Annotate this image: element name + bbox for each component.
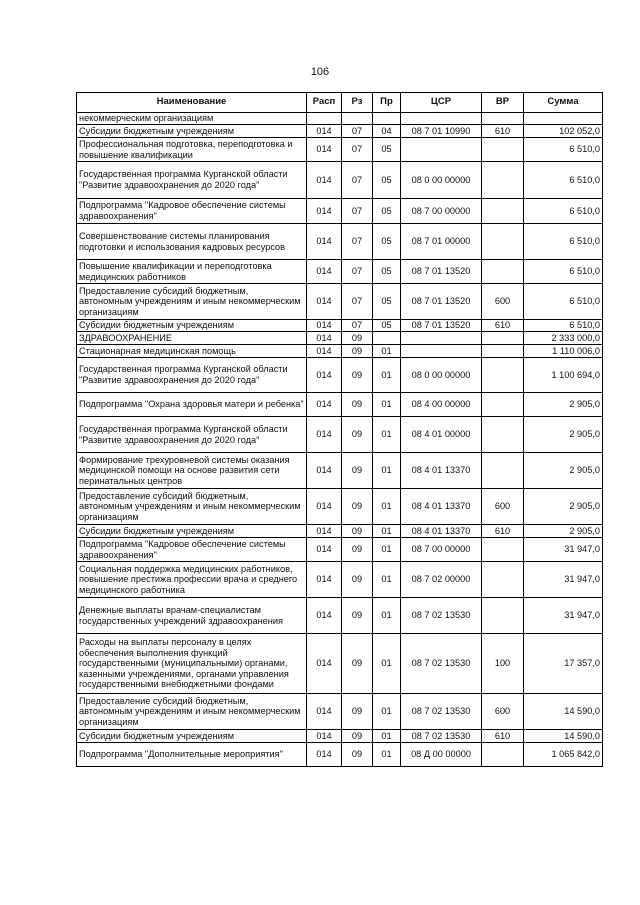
cell-rz: 09	[342, 562, 373, 598]
cell-name: некоммерческим организациям	[77, 113, 307, 125]
cell-vr	[482, 332, 524, 345]
cell-pr: 01	[373, 393, 401, 417]
cell-sum: 31 947,0	[524, 538, 603, 562]
cell-name: Подпрограмма "Дополнительные мероприятия"	[77, 743, 307, 767]
cell-pr: 05	[373, 199, 401, 224]
cell-pr: 05	[373, 224, 401, 260]
cell-sum: 31 947,0	[524, 598, 603, 634]
table-row	[77, 125, 603, 138]
cell-pr: 01	[373, 345, 401, 358]
cell-sum: 102 052,0	[524, 125, 603, 138]
cell-pr: 01	[373, 489, 401, 525]
table-row	[77, 138, 603, 162]
cell-vr	[482, 113, 524, 125]
cell-rz: 09	[342, 332, 373, 345]
cell-csr: 08 7 01 10990	[401, 125, 482, 138]
cell-rasp: 014	[307, 358, 342, 393]
cell-pr: 05	[373, 320, 401, 332]
col-header-vr: ВР	[482, 93, 524, 113]
cell-rz: 07	[342, 320, 373, 332]
cell-name: Профессиональная подготовка, переподготовка и повышение квалификации	[77, 138, 307, 162]
cell-sum: 17 357,0	[524, 634, 603, 694]
cell-sum: 6 510,0	[524, 284, 603, 320]
cell-pr: 01	[373, 694, 401, 730]
cell-sum: 14 590,0	[524, 694, 603, 730]
cell-sum: 6 510,0	[524, 260, 603, 284]
cell-csr	[401, 113, 482, 125]
cell-name: Государственная программа Курганской области "Развитие здравоохранения до 2020 года"	[77, 162, 307, 199]
cell-rz: 09	[342, 345, 373, 358]
cell-rasp: 014	[307, 634, 342, 694]
cell-csr: 08 0 00 00000	[401, 162, 482, 199]
cell-pr: 05	[373, 284, 401, 320]
cell-csr: 08 Д 00 00000	[401, 743, 482, 767]
cell-rasp: 014	[307, 525, 342, 538]
cell-rasp: 014	[307, 260, 342, 284]
cell-sum: 2 905,0	[524, 417, 603, 453]
cell-name: Предоставление субсидий бюджетным, автономным учреждениям и иным некоммерческим организациям	[77, 694, 307, 730]
cell-rz	[342, 113, 373, 125]
cell-sum: 6 510,0	[524, 224, 603, 260]
cell-pr	[373, 113, 401, 125]
cell-rz: 09	[342, 525, 373, 538]
cell-rz: 09	[342, 417, 373, 453]
cell-csr: 08 7 02 13530	[401, 634, 482, 694]
cell-csr: 08 4 01 13370	[401, 525, 482, 538]
cell-sum: 2 905,0	[524, 525, 603, 538]
cell-pr: 01	[373, 417, 401, 453]
cell-sum: 6 510,0	[524, 199, 603, 224]
cell-name: Подпрограмма "Охрана здоровья матери и ребенка"	[77, 393, 307, 417]
cell-vr	[482, 224, 524, 260]
cell-name: Подпрограмма "Кадровое обеспечение системы здравоохранения"	[77, 538, 307, 562]
cell-csr: 08 4 01 13370	[401, 453, 482, 489]
cell-name: ЗДРАВООХРАНЕНИЕ	[77, 332, 307, 345]
cell-name: Повышение квалификации и переподготовка медицинских работников	[77, 260, 307, 284]
cell-rz: 07	[342, 125, 373, 138]
cell-sum: 6 510,0	[524, 162, 603, 199]
table-row	[77, 453, 603, 489]
cell-name: Государственная программа Курганской области "Развитие здравоохранения до 2020 года"	[77, 358, 307, 393]
cell-rasp: 014	[307, 345, 342, 358]
cell-vr	[482, 743, 524, 767]
cell-vr: 610	[482, 125, 524, 138]
table-row	[77, 320, 603, 332]
cell-csr: 08 0 00 00000	[401, 358, 482, 393]
cell-pr: 01	[373, 634, 401, 694]
col-header-rz: Рз	[342, 93, 373, 113]
cell-vr	[482, 260, 524, 284]
cell-csr: 08 7 01 13520	[401, 284, 482, 320]
cell-vr: 610	[482, 320, 524, 332]
cell-rasp: 014	[307, 393, 342, 417]
cell-csr: 08 7 02 13530	[401, 694, 482, 730]
cell-rasp: 014	[307, 332, 342, 345]
cell-vr	[482, 162, 524, 199]
cell-rz: 07	[342, 260, 373, 284]
table-row	[77, 113, 603, 125]
cell-rz: 07	[342, 138, 373, 162]
cell-rasp: 014	[307, 284, 342, 320]
cell-rasp: 014	[307, 224, 342, 260]
cell-vr	[482, 538, 524, 562]
cell-vr	[482, 358, 524, 393]
cell-name: Совершенствование системы планирования подготовки и использования кадровых ресурсов	[77, 224, 307, 260]
col-header-rasp: Расп	[307, 93, 342, 113]
cell-vr	[482, 453, 524, 489]
cell-sum: 31 947,0	[524, 562, 603, 598]
cell-sum	[524, 113, 603, 125]
cell-rz: 09	[342, 730, 373, 743]
cell-pr: 01	[373, 538, 401, 562]
cell-sum: 6 510,0	[524, 138, 603, 162]
cell-rasp: 014	[307, 138, 342, 162]
cell-pr: 01	[373, 562, 401, 598]
table-row	[77, 332, 603, 345]
cell-vr	[482, 199, 524, 224]
cell-pr	[373, 332, 401, 345]
cell-sum: 6 510,0	[524, 320, 603, 332]
cell-pr: 05	[373, 260, 401, 284]
page-number: 106	[310, 66, 330, 78]
cell-rasp: 014	[307, 489, 342, 525]
cell-csr: 08 7 01 00000	[401, 224, 482, 260]
cell-rasp: 014	[307, 453, 342, 489]
cell-csr: 08 4 00 00000	[401, 393, 482, 417]
table-row	[77, 538, 603, 562]
cell-rz: 09	[342, 358, 373, 393]
table-row	[77, 417, 603, 453]
cell-rz: 09	[342, 694, 373, 730]
cell-vr	[482, 598, 524, 634]
table-row	[77, 525, 603, 538]
cell-rasp: 014	[307, 199, 342, 224]
cell-vr	[482, 562, 524, 598]
cell-csr	[401, 138, 482, 162]
cell-sum: 2 905,0	[524, 489, 603, 525]
cell-pr: 01	[373, 598, 401, 634]
cell-rasp: 014	[307, 320, 342, 332]
cell-csr	[401, 345, 482, 358]
cell-rasp: 014	[307, 743, 342, 767]
cell-rz: 07	[342, 162, 373, 199]
cell-sum: 1 110 006,0	[524, 345, 603, 358]
cell-csr: 08 7 00 00000	[401, 199, 482, 224]
cell-vr: 600	[482, 284, 524, 320]
header-row	[77, 93, 603, 113]
cell-rasp: 014	[307, 125, 342, 138]
cell-vr: 100	[482, 634, 524, 694]
cell-vr	[482, 345, 524, 358]
cell-rz: 09	[342, 743, 373, 767]
table-row	[77, 224, 603, 260]
table-row	[77, 345, 603, 358]
cell-name: Подпрограмма "Кадровое обеспечение системы здравоохранения"	[77, 199, 307, 224]
cell-rz: 09	[342, 598, 373, 634]
cell-vr: 610	[482, 730, 524, 743]
table-row	[77, 598, 603, 634]
cell-csr: 08 7 01 13520	[401, 260, 482, 284]
cell-sum: 14 590,0	[524, 730, 603, 743]
table-row	[77, 694, 603, 730]
table-row	[77, 562, 603, 598]
cell-rasp: 014	[307, 598, 342, 634]
cell-rasp: 014	[307, 417, 342, 453]
cell-sum: 1 100 694,0	[524, 358, 603, 393]
table-row	[77, 358, 603, 393]
cell-rasp	[307, 113, 342, 125]
cell-vr: 600	[482, 489, 524, 525]
cell-name: Предоставление субсидий бюджетным, автономным учреждениям и иным некоммерческим организациям	[77, 284, 307, 320]
cell-name: Субсидии бюджетным учреждениям	[77, 320, 307, 332]
table-row	[77, 284, 603, 320]
table-row	[77, 634, 603, 694]
cell-name: Субсидии бюджетным учреждениям	[77, 125, 307, 138]
cell-name: Предоставление субсидий бюджетным, автономным учреждениям и иным некоммерческим организациям	[77, 489, 307, 525]
cell-rz: 07	[342, 199, 373, 224]
cell-vr	[482, 138, 524, 162]
cell-rasp: 014	[307, 730, 342, 743]
cell-name: Расходы на выплаты персоналу в целях обеспечения выполнения функций государственными (муниципальными) органами, казенными учреждениями, органами управления государственными внебюджетными фондами	[77, 634, 307, 694]
cell-pr: 01	[373, 743, 401, 767]
cell-csr: 08 7 00 00000	[401, 538, 482, 562]
col-header-csr: ЦСР	[401, 93, 482, 113]
cell-rasp: 014	[307, 538, 342, 562]
table-row	[77, 730, 603, 743]
cell-rz: 09	[342, 489, 373, 525]
cell-sum: 2 333 000,0	[524, 332, 603, 345]
col-header-sum: Сумма	[524, 93, 603, 113]
cell-sum: 2 905,0	[524, 393, 603, 417]
table-row	[77, 162, 603, 199]
col-header-pr: Пр	[373, 93, 401, 113]
cell-csr: 08 7 01 13520	[401, 320, 482, 332]
cell-name: Денежные выплаты врачам-специалистам государственных учреждений здравоохранения	[77, 598, 307, 634]
cell-name: Субсидии бюджетным учреждениям	[77, 730, 307, 743]
cell-name: Государственная программа Курганской области "Развитие здравоохранения до 2020 года"	[77, 417, 307, 453]
table-row	[77, 199, 603, 224]
cell-csr: 08 7 02 13530	[401, 730, 482, 743]
cell-vr	[482, 393, 524, 417]
cell-rz: 09	[342, 538, 373, 562]
cell-name: Субсидии бюджетным учреждениям	[77, 525, 307, 538]
cell-vr	[482, 417, 524, 453]
cell-pr: 01	[373, 525, 401, 538]
cell-name: Стационарная медицинская помощь	[77, 345, 307, 358]
table-row	[77, 743, 603, 767]
cell-csr: 08 7 02 00000	[401, 562, 482, 598]
cell-csr: 08 4 01 13370	[401, 489, 482, 525]
cell-sum: 2 905,0	[524, 453, 603, 489]
budget-table	[76, 92, 603, 767]
cell-rz: 07	[342, 284, 373, 320]
cell-pr: 05	[373, 138, 401, 162]
cell-name: Социальная поддержка медицинских работников, повышение престижа профессии врача и среднего медицинского работника	[77, 562, 307, 598]
cell-csr: 08 4 01 00000	[401, 417, 482, 453]
cell-rasp: 014	[307, 562, 342, 598]
col-header-name: Наименование	[77, 93, 307, 113]
table-row	[77, 393, 603, 417]
cell-vr: 600	[482, 694, 524, 730]
cell-pr: 04	[373, 125, 401, 138]
cell-rz: 09	[342, 453, 373, 489]
cell-rasp: 014	[307, 162, 342, 199]
cell-sum: 1 065 842,0	[524, 743, 603, 767]
table-row	[77, 260, 603, 284]
cell-pr: 01	[373, 358, 401, 393]
cell-vr: 610	[482, 525, 524, 538]
cell-pr: 01	[373, 730, 401, 743]
cell-rasp: 014	[307, 694, 342, 730]
table-row	[77, 489, 603, 525]
cell-rz: 09	[342, 393, 373, 417]
cell-pr: 01	[373, 453, 401, 489]
cell-rz: 07	[342, 224, 373, 260]
cell-csr	[401, 332, 482, 345]
cell-pr: 05	[373, 162, 401, 199]
cell-rz: 09	[342, 634, 373, 694]
cell-csr: 08 7 02 13530	[401, 598, 482, 634]
cell-name: Формирование трехуровневой системы оказания медицинской помощи на основе развития сети перинатальных центров	[77, 453, 307, 489]
table-body	[77, 113, 603, 767]
